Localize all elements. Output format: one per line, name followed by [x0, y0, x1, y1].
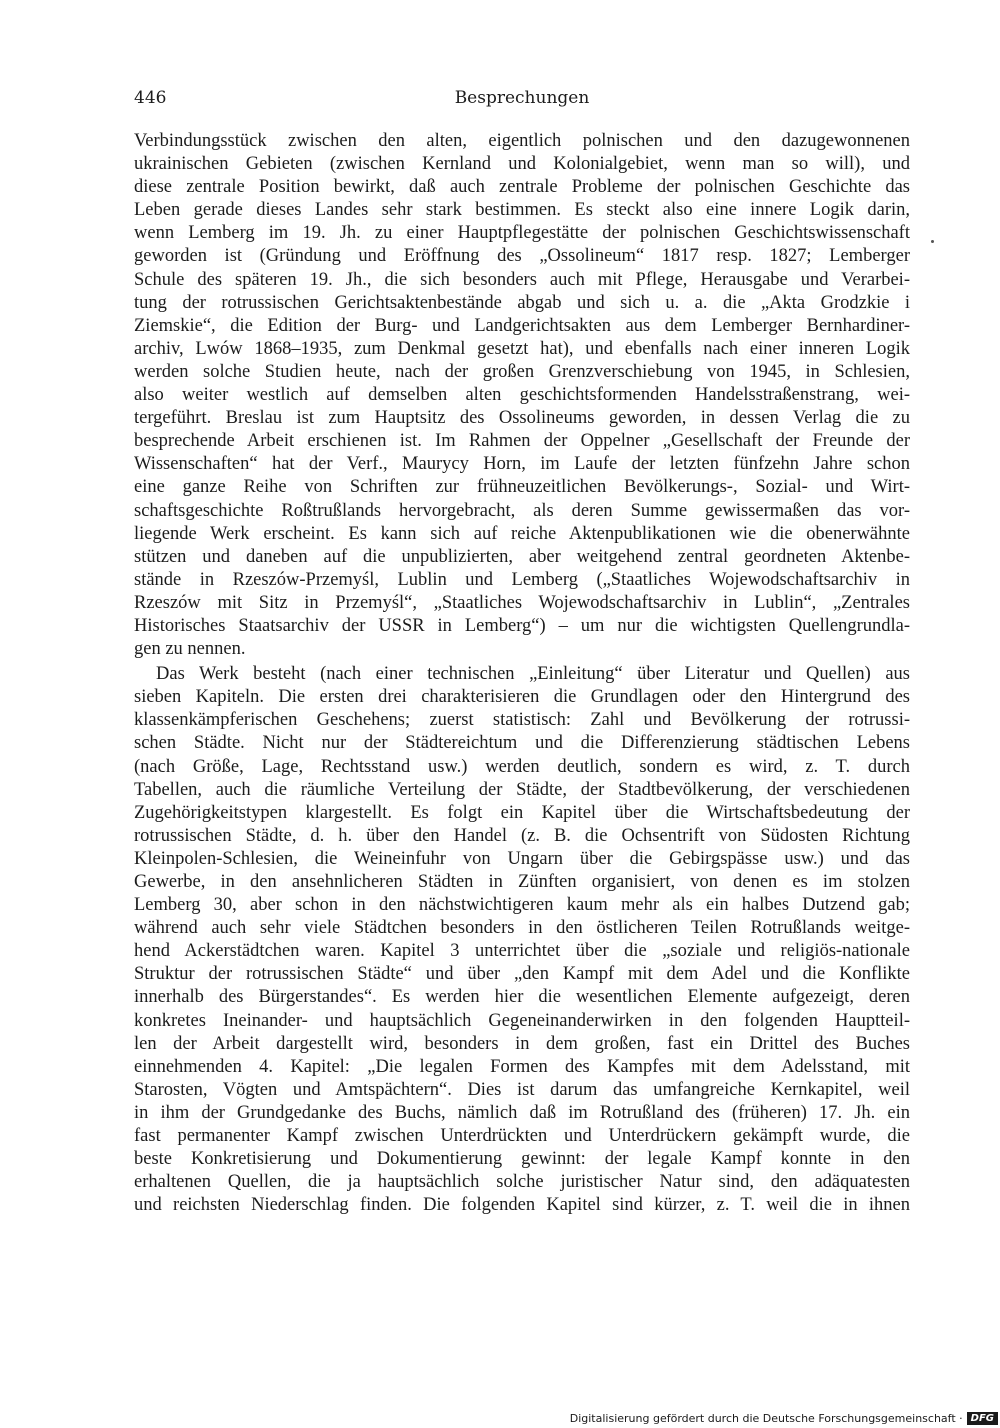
text-line: werden solche Studien heute, nach der großen Grenzverschiebung von 1945, in Schlesien,	[134, 361, 910, 382]
paragraph-2	[134, 663, 910, 1217]
text-line: und reichsten Niederschlag finden. Die folgenden Kapitel sind kürzer, z. T. weil die in ihnen	[134, 1195, 910, 1216]
page-number: 446	[134, 88, 167, 108]
text-line: hend Ackerstädtchen waren. Kapitel 3 unterrichtet über die „soziale und religiös-nationale	[134, 941, 910, 962]
text-line: geworden ist (Gründung und Eröffnung des „Ossolineum“ 1817 resp. 1827; Lemberger	[134, 246, 910, 267]
running-title: Besprechungen	[454, 88, 590, 108]
text-line: erhaltenen Quellen, die ja hauptsächlich solche juristischer Natur sind, den adäquatesten	[134, 1172, 910, 1193]
text-line: archiv, Lwów 1868–1935, zum Denkmal gesetzt hat), und ebenfalls nach einer inneren Logik	[134, 338, 910, 359]
text-line: Verbindungsstück zwischen den alten, eigentlich polnischen und den dazugewonnenen	[134, 131, 910, 151]
text-line: Schule des späteren 19. Jh., die sich besonders auch mit Pflege, Herausgabe und Verarbei-	[134, 269, 910, 290]
text-line: tergeführt. Breslau ist zum Hauptsitz des Ossolineums geworden, in dessen Verlag die zu	[134, 408, 910, 429]
scan-speck	[931, 240, 934, 243]
text-line: Ziemskie“, die Edition der Burg- und Landgerichtsakten aus dem Lemberger Bernhardiner-	[134, 315, 910, 336]
text-line: Rzeszów mit Sitz in Przemyśl“, „Staatliches Wojewodschaftsarchiv in Lublin“, „Zentrales	[134, 592, 910, 613]
text-line: beste Konkretisierung und Dokumentierung gewinnt: der legale Kampf konnte in den	[134, 1149, 910, 1170]
text-line: wenn Lemberg im 19. Jh. zu einer Hauptpflegestätte der polnischen Geschichtswissenschaft	[134, 223, 910, 244]
text-line: schen Städte. Nicht nur der Städtereichtum und die Differenzierung städtischen Lebens	[134, 733, 910, 754]
text-line: liegende Werk erscheint. Es kann sich auf reiche Aktenpublikationen wie die obenerwähnte	[134, 523, 910, 544]
page-header	[134, 88, 910, 114]
text-line: einnehmenden 4. Kapitel: „Die legalen Formen des Kampfes mit dem Adelsstand, mit	[134, 1056, 910, 1077]
footer-credit: Digitalisierung gefördert durch die Deutsche Forschungsgemeinschaft ·	[569, 1411, 963, 1425]
text-line: Zugehörigkeitstypen klargestellt. Es folgt ein Kapitel über die Wirtschaftsbedeutung der	[134, 802, 910, 823]
digitization-footer	[570, 1408, 1000, 1428]
text-line: Historisches Staatsarchiv der USSR in Lemberg“) – um nur die wichtigsten Quellengrundla-	[134, 615, 910, 636]
text-line: innerhalb des Bürgerstandes“. Es werden hier die wesentlichen Elemente aufgezeigt, deren	[134, 987, 910, 1008]
text-line: len der Arbeit dargestellt wird, besonders in dem großen, fast ein Drittel des Buches	[134, 1033, 910, 1054]
text-line: Tabellen, auch die räumliche Verteilung der Städte, der Stadtbevölkerung, der verschiedenen	[134, 779, 910, 800]
text-line: stützen und daneben auf die unpublizierten, aber weitgehend zentral geordneten Aktenbe-	[134, 546, 910, 567]
text-line: also weiter westlich auf demselben alten geschichtsformenden Handelsstraßenstrang, wei-	[134, 385, 910, 406]
text-line: fast permanenter Kampf zwischen Unterdrückten und Unterdrückern gekämpft wurde, die	[134, 1126, 910, 1147]
paragraph-1	[134, 130, 910, 661]
text-line: sieben Kapiteln. Die ersten drei charakterisieren die Grundlagen oder den Hintergrund des	[134, 687, 910, 708]
text-line: Wissenschaften“ hat der Verf., Maurycy Horn, im Laufe der letzten fünfzehn Jahre schon	[134, 454, 910, 475]
article-body	[134, 130, 910, 1217]
text-line: in ihm der Grundgedanke des Buchs, nämlich daß im Rotrußland des (früheren) 17. Jh. ein	[134, 1102, 910, 1123]
text-line: Struktur der rotrussischen Städte“ und über „den Kampf mit dem Adel und die Konflikte	[134, 964, 910, 985]
text-line: Starosten, Vögten und Amtspächtern“. Dies ist darum das umfangreiche Kernkapitel, weil	[134, 1079, 910, 1100]
dfg-logo: DFG	[967, 1412, 998, 1425]
text-line: während auch sehr viele Städtchen besonders in den östlicheren Teilen Rotrußlands weitge-	[134, 918, 910, 939]
text-line: Leben gerade dieses Landes sehr stark bestimmen. Es steckt also eine innere Logik darin,	[134, 200, 910, 221]
text-line: ukrainischen Gebieten (zwischen Kernland und Kolonialgebiet, wenn man so will), und	[134, 154, 910, 175]
text-line: Lemberg 30, aber schon in den nächstwichtigeren kaum mehr als ein halbes Dutzend gab;	[134, 895, 910, 916]
text-line: (nach Größe, Lage, Rechtsstand usw.) werden deutlich, sondern es wird, z. T. durch	[134, 756, 910, 777]
text-line: Das Werk besteht (nach einer technischen „Einleitung“ über Literatur und Quellen) aus	[156, 664, 910, 685]
text-line: schaftsgeschichte Roßtrußlands hervorgebracht, als deren Summe gewissermaßen das vor-	[134, 500, 910, 521]
text-line: eine ganze Reihe von Schriften zur frühneuzeitlichen Bevölkerungs-, Sozial- und Wirt-	[134, 477, 910, 498]
text-line: gen zu nennen.	[134, 639, 246, 660]
text-line: Gewerbe, in den ansehnlicheren Städten in Zünften organisiert, von denen es im stolzen	[134, 872, 910, 892]
text-line: diese zentrale Position bewirkt, daß auch zentrale Probleme der polnischen Geschichte das	[134, 177, 910, 198]
text-line: rotrussischen Städte, d. h. über den Handel (z. B. die Ochsentrift von Südosten Richtung	[134, 825, 910, 846]
text-line: konkretes Ineinander- und hauptsächlich Gegeneinanderwirken in den folgenden Hauptteil-	[134, 1010, 910, 1031]
text-line: klassenkämpferischen Geschehens; zuerst statistisch: Zahl und Bevölkerung der rotrussi-	[134, 710, 910, 731]
text-line: stände in Rzeszów-Przemyśl, Lublin und Lemberg („Staatliches Wojewodschaftsarchiv in	[134, 569, 910, 590]
text-line: Kleinpolen-Schlesien, die Weineinfuhr von Ungarn über die Gebirgspässe usw.) und das	[134, 848, 910, 869]
text-line: tung der rotrussischen Gerichtsaktenbestände abgab und sich u. a. die „Akta Grodzkie i	[134, 292, 910, 313]
text-line: besprechende Arbeit erschienen ist. Im Rahmen der Oppelner „Gesellschaft der Freunde der	[134, 431, 910, 452]
